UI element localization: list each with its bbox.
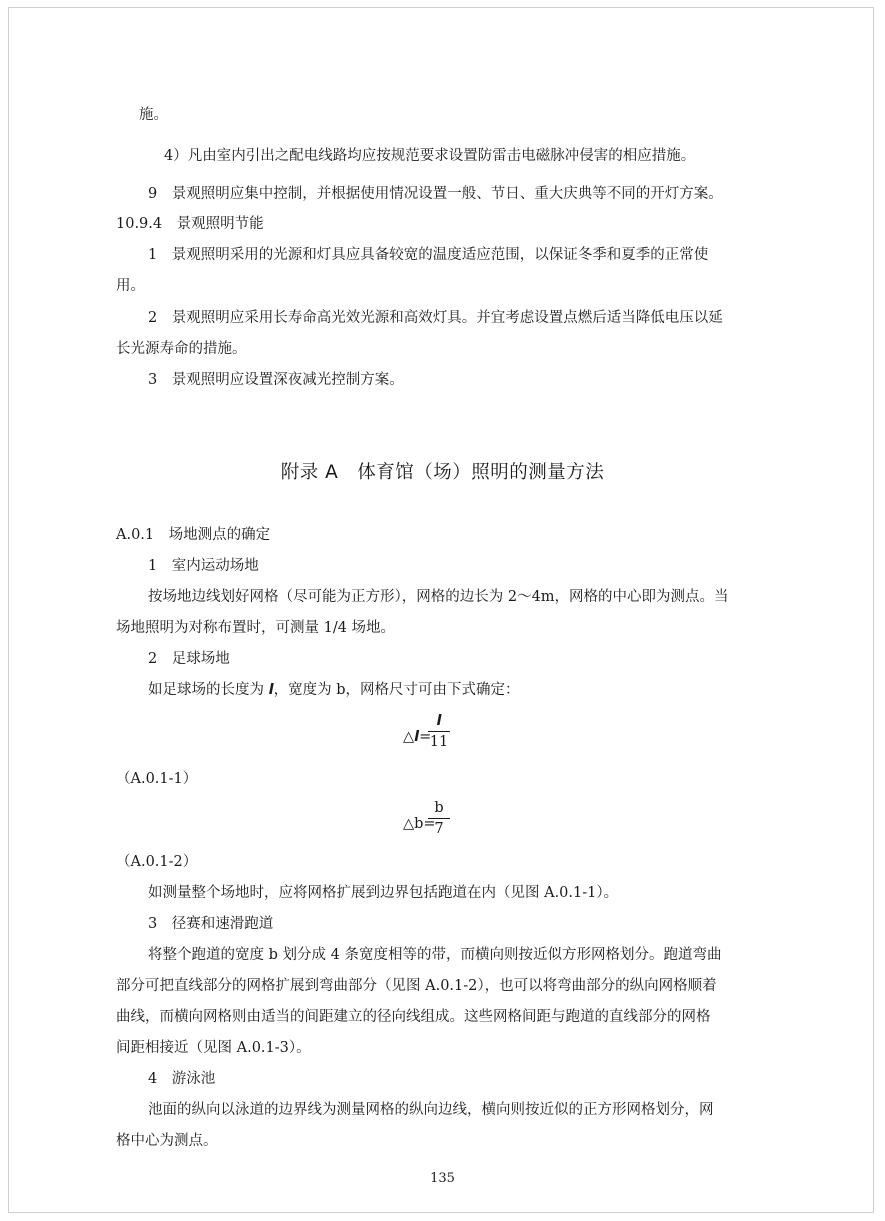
text-line: [148, 683, 519, 698]
text-line: 2 景观照明应采用长寿命高光效光源和高效灯具。并宜考虑设置点燃后适当降低电压以延: [148, 310, 723, 326]
text-line: 3 景观照明应设置深夜减光控制方案。: [148, 372, 404, 388]
fraction-denominator: 11: [429, 733, 449, 750]
fraction: [428, 801, 450, 836]
fraction-denominator: 7: [434, 820, 444, 837]
text-line: 9 景观照明应集中控制，并根据使用情况设置一般、节日、重大庆典等不同的开灯方案。: [148, 186, 723, 202]
fraction-bar: [428, 818, 450, 819]
text-segment: 如足球场的长度为: [148, 682, 269, 698]
page-number: 135: [430, 1171, 455, 1186]
text-segment: ，宽度为 b，网格尺寸可由下式确定：: [273, 682, 520, 698]
length-variable: l: [268, 682, 274, 698]
length-variable: l: [414, 729, 420, 745]
text-line: 4）凡由室内引出之配电线路均应按规范要求设置防雷击电磁脉冲侵害的相应措施。: [164, 148, 696, 164]
text-line: 部分可把直线部分的网格扩展到弯曲部分（见图 A.0.1-2），也可以将弯曲部分的纵向网格顺着: [116, 978, 717, 994]
fraction-numerator: l: [436, 713, 442, 729]
text-line: 3 径赛和速滑跑道: [148, 916, 274, 932]
fraction-bar: [428, 731, 450, 732]
equation-number: （A.0.1-2）: [116, 854, 198, 870]
text-line: 间距相接近（见图 A.0.1-3）。: [116, 1040, 311, 1056]
fraction: [428, 714, 450, 749]
text-line: 曲线，而横向网格则由适当的间距建立的径向线组成。这些网格间距与跑道的直线部分的网格: [116, 1009, 711, 1025]
text-line: 1 景观照明采用的光源和灯具应具备较宽的温度适应范围，以保证冬季和夏季的正常使: [148, 247, 709, 263]
text-line: 2 足球场地: [148, 651, 230, 667]
formula-lhs: △b=: [403, 816, 436, 832]
text-line: 1 室内运动场地: [148, 558, 259, 574]
text-line: 4 游泳池: [148, 1071, 216, 1087]
text-line: 用。: [116, 278, 145, 294]
text-line: 长光源寿命的措施。: [116, 341, 247, 357]
equals-sign: =: [419, 729, 432, 745]
text-line: 池面的纵向以泳道的边界线为测量网格的纵向边线，横向则按近似的正方形网格划分，网: [148, 1102, 714, 1118]
text-line: 如测量整个场地时，应将网格扩展到边界包括跑道在内（见图 A.0.1-1）。: [148, 885, 619, 901]
section-heading: 10.9.4 景观照明节能: [116, 216, 264, 232]
delta-symbol: △: [403, 729, 415, 745]
text-line: 场地照明为对称布置时，可测量 1/4 场地。: [116, 620, 396, 636]
fraction-numerator: b: [434, 800, 444, 816]
section-heading: A.0.1 场地测点的确定: [116, 527, 271, 543]
text-line: 按场地边线划好网格（尽可能为正方形），网格的边长为 2～4m，网格的中心即为测点。当: [148, 589, 729, 605]
text-line: 格中心为测点。: [116, 1133, 218, 1149]
equation-number: （A.0.1-1）: [116, 771, 198, 787]
appendix-title: 附录 A 体育馆（场）照明的测量方法: [280, 462, 605, 483]
text-line: 将整个跑道的宽度 b 划分成 4 条宽度相等的带，而横向则按近似方形网格划分。跑道弯曲: [148, 947, 722, 963]
text-line: 施。: [139, 107, 168, 123]
